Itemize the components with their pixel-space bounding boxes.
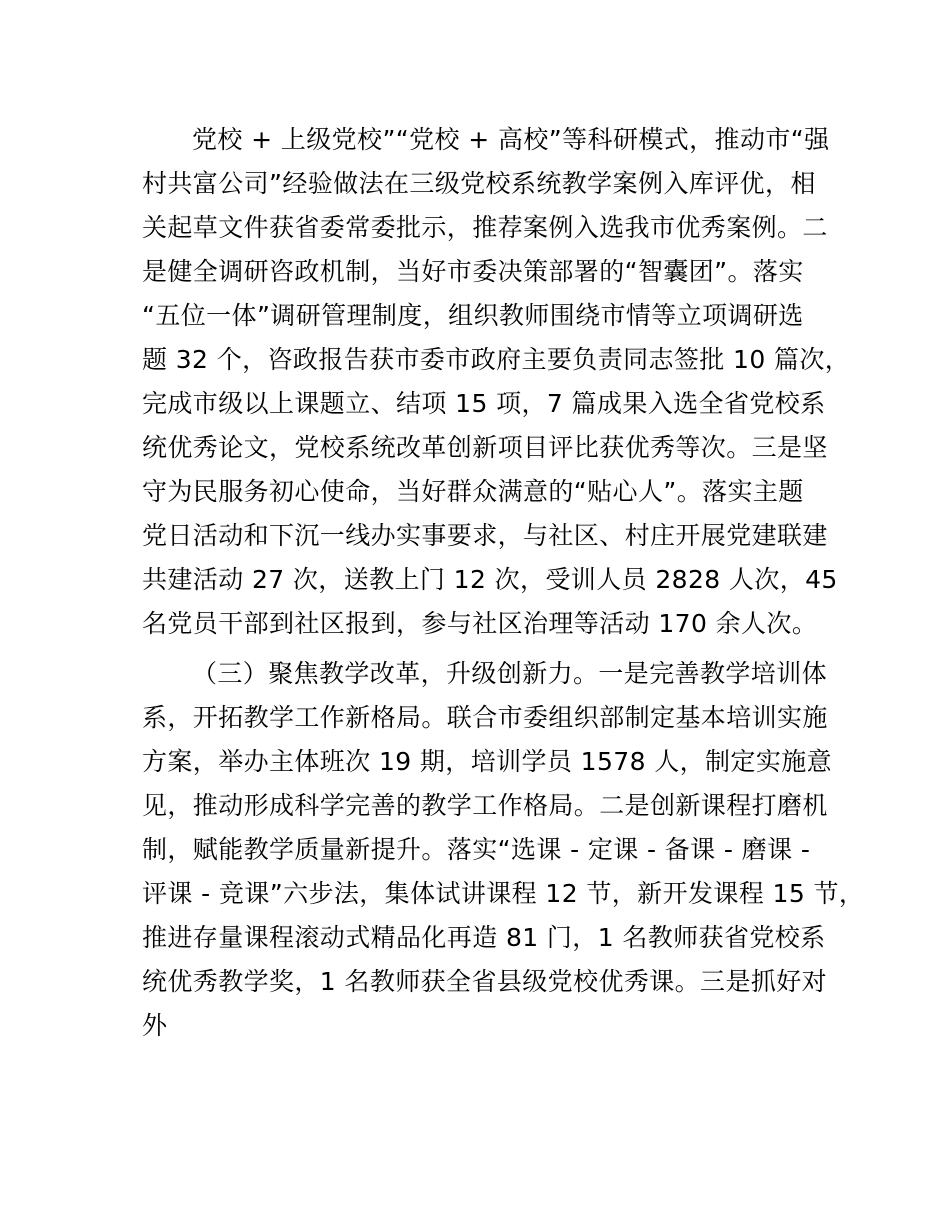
paragraph-1-line-11: 共建活动 27 次，送教上门 12 次，受训人员 2828 人次，45 (142, 565, 838, 594)
paragraph-2-line-7: 推进存量课程滚动式精品化再造 81 门，1 名教师获省党校系 (142, 923, 826, 952)
paragraph-1-line-5: “五位一体”调研管理制度，组织教师围绕市情等立项调研选 (142, 301, 804, 330)
paragraph-1-line-10: 党日活动和下沉一线办实事要求，与社区、村庄开展党建联建 (142, 521, 828, 550)
paragraph-2-line-5: 制，赋能教学质量新提升。落实“选课 - 定课 - 备课 - 磨课 - (142, 835, 811, 864)
paragraph-2-line-4: 见，推动形成科学完善的教学工作格局。二是创新课程打磨机 (142, 791, 828, 820)
paragraph-1-line-2: 村共富公司”经验做法在三级党校系统教学案例入库评优，相 (142, 169, 816, 198)
paragraph-2-line-8: 统优秀教学奖，1 名教师获全省县级党校优秀课。三是抓好对 (142, 967, 828, 996)
paragraph-1-line-7: 完成市级以上课题立、结项 15 项，7 篇成果入选全省党校系 (142, 389, 826, 418)
paragraph-2-line-1: （三）聚焦教学改革，升级创新力。一是完善教学培训体 (192, 659, 828, 688)
paragraph-2-line-2: 系，开拓教学工作新格局。联合市委组织部制定基本培训实施 (142, 703, 828, 732)
paragraph-2-line-6: 评课 - 竞课”六步法，集体试讲课程 12 节，新开发课程 15 节， (142, 879, 865, 908)
paragraph-2-line-9: 外 (142, 1011, 168, 1040)
paragraph-1-line-3: 关起草文件获省委常委批示，推荐案例入选我市优秀案例。二 (142, 213, 828, 242)
paragraph-1-line-8: 统优秀论文，党校系统改革创新项目评比获优秀等次。三是坚 (142, 433, 828, 462)
paragraph-1-line-12: 名党员干部到社区报到，参与社区治理等活动 170 余人次。 (142, 609, 818, 638)
paragraph-1-line-9: 守为民服务初心使命，当好群众满意的“贴心人”。落实主题 (142, 477, 804, 506)
paragraph-1-line-4: 是健全调研咨政机制，当好市委决策部署的“智囊团”。落实 (142, 257, 804, 286)
paragraph-1-line-6: 题 32 个，咨政报告获市委市政府主要负责同志签批 10 篇次， (142, 345, 851, 374)
paragraph-2-line-3: 方案，举办主体班次 19 期，培训学员 1578 人，制定实施意 (142, 747, 833, 776)
paragraph-1-line-1: 党校 + 上级党校”“党校 + 高校”等科研模式，推动市“强 (192, 125, 830, 154)
